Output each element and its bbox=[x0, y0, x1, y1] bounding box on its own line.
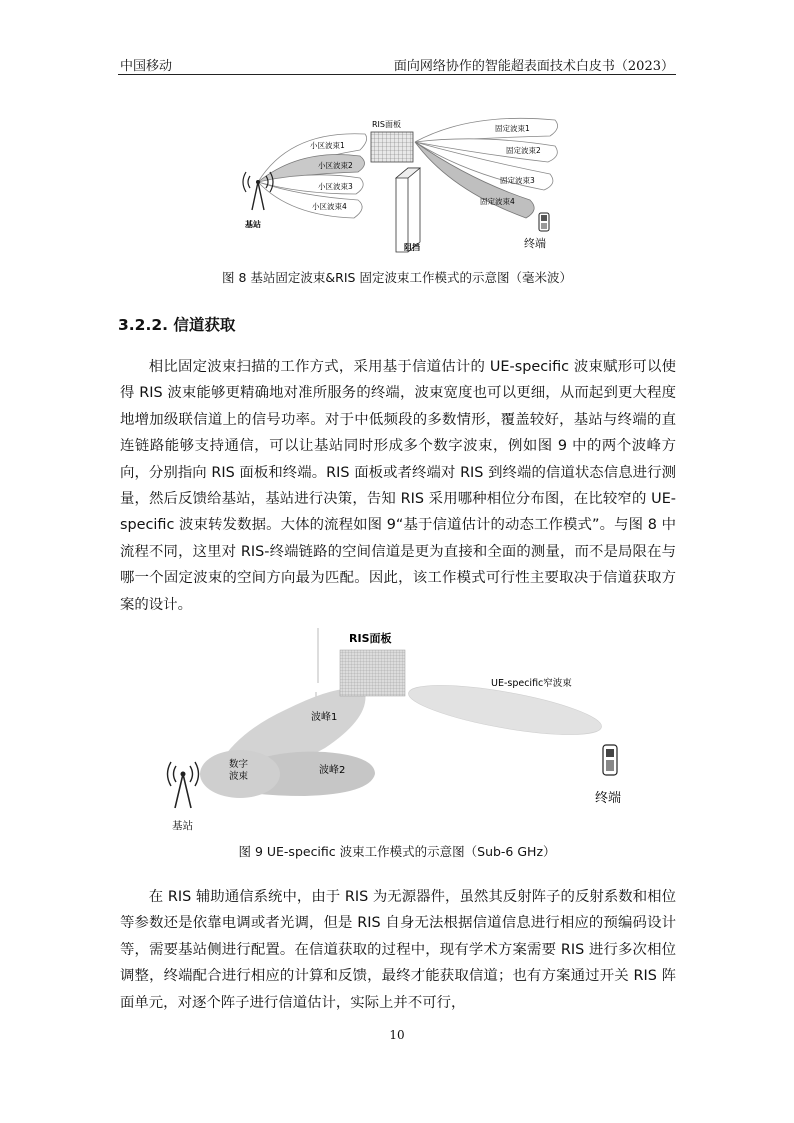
ris-panel bbox=[371, 132, 413, 162]
fig9-peak2-label: 波峰2 bbox=[319, 765, 346, 776]
fig8-bs-label: 基站 bbox=[245, 220, 261, 229]
page-number: 10 bbox=[389, 1028, 405, 1042]
page-header bbox=[118, 52, 676, 75]
paragraph-1: 相比固定波束扫描的工作方式，采用基于信道估计的 UE-specific 波束赋形可以使得 RIS 波束能够更精确地对准所服务的终端，波束宽度也可以更细，从而起到更大程度地增加级联信道上的信号功率。对于中低频段的多数情形，覆盖较好，基站与终端的直连链路能够支持通信，可以让基站同时形成多个数字波束，例如图 9 中的两个波峰方向，分别指向 RIS 面板和终端。RIS 面板或者终端对 RIS 到终端的信道状态信息进行测量，然后反馈给基站，基站进行决策，告知 RIS 采用哪种相位分布图，在比较窄的 UE-specific 波束转发数据。大体的流程如图 9“基于信道估计的动态工作模式”。与图 8 中流程不同，这里对 RIS-终端链路的空间信道是更为直接和全面的测量，而不是局限在与哪一个固定波束的空间方向最为匹配。因此，该工作模式可行性主要取决于信道获取方案的设计。 bbox=[120, 359, 676, 613]
base-station-icon bbox=[168, 762, 199, 808]
figure-9 bbox=[165, 628, 630, 838]
figure-8-caption: 图 8 基站固定波束&RIS 固定波束工作模式的示意图（毫米波） bbox=[222, 270, 572, 285]
fig9-digital-beam-l2: 波束 bbox=[229, 771, 249, 782]
fig9-ris-label: RIS面板 bbox=[349, 632, 392, 645]
fig8-ris-label: RIS面板 bbox=[372, 120, 401, 129]
fig9-ue-label: 终端 bbox=[595, 791, 622, 806]
fixed-beam-1 bbox=[415, 118, 558, 142]
section-title: 3.2.2. 信道获取 bbox=[118, 316, 236, 334]
fig8-ue-label: 终端 bbox=[524, 237, 546, 250]
fig9-peak1-label: 波峰1 bbox=[311, 712, 338, 723]
ris-panel bbox=[340, 650, 405, 696]
phone-icon bbox=[603, 745, 617, 775]
phone-icon bbox=[539, 213, 549, 231]
fig9-digital-beam-l1: 数字 bbox=[229, 759, 249, 770]
fig8-cell-beam-4: 小区波束4 bbox=[312, 202, 347, 211]
fig9-bs-label: 基站 bbox=[172, 820, 193, 832]
header-right: 面向网络协作的智能超表面技术白皮书（2023） bbox=[393, 59, 674, 74]
header-left: 中国移动 bbox=[120, 59, 173, 74]
fig8-cell-beam-2: 小区波束2 bbox=[318, 161, 353, 170]
paragraph-2: 在 RIS 辅助通信系统中，由于 RIS 为无源器件，虽然其反射阵子的反射系数和相位等参数还是依靠电调或者光调，但是 RIS 自身无法根据信道信息进行相应的预编码设计等，需要基站侧进行配置。在信道获取的过程中，现有学术方案需要 RIS 进行多次相位调整，终端配合进行相应的计算和反馈，最终才能获取信道；也有方案通过开关 RIS 阵面单元，对逐个阵子进行信道估计，实际上并不可行， bbox=[120, 889, 676, 1011]
fig8-fixed-beam-4: 固定波束4 bbox=[480, 197, 515, 206]
fig8-cell-beam-3: 小区波束3 bbox=[318, 182, 353, 191]
fig8-fixed-beam-2: 固定波束2 bbox=[506, 146, 541, 155]
fig8-fixed-beam-1: 固定波束1 bbox=[495, 124, 530, 133]
fig9-narrow-beam-label: UE-specific窄波束 bbox=[491, 678, 572, 689]
fig8-cell-beam-1: 小区波束1 bbox=[310, 141, 345, 150]
fig8-fixed-beam-3: 固定波束3 bbox=[500, 176, 535, 185]
figure-9-caption: 图 9 UE-specific 波束工作模式的示意图（Sub-6 GHz） bbox=[238, 844, 556, 859]
figure-8 bbox=[230, 110, 565, 260]
fig8-blocker-label: 阻挡 bbox=[404, 243, 420, 252]
